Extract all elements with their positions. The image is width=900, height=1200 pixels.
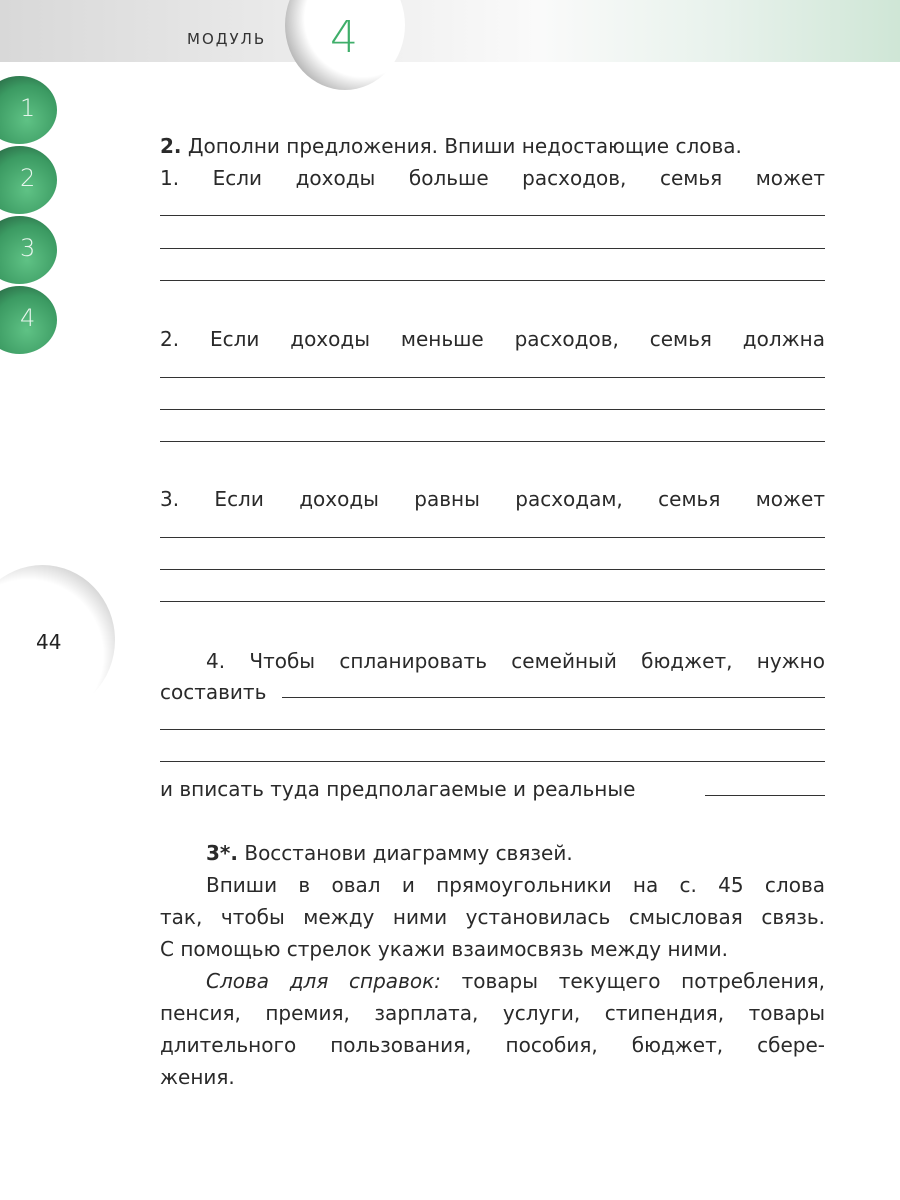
page-number: 44 (36, 630, 62, 654)
item-3: 3. Если доходы равны расходам, семья может (160, 487, 825, 511)
answer-line[interactable] (160, 409, 825, 410)
task-number: 2. (160, 134, 182, 158)
side-tab-4[interactable] (0, 286, 57, 354)
answer-line[interactable] (705, 795, 825, 796)
reference-line: пенсия, премия, зарплата, услуги, стипендия, товары (160, 1001, 825, 1025)
tab-label: 3 (20, 234, 36, 262)
tab-label: 1 (20, 94, 36, 122)
item-2: 2. Если доходы меньше расходов, семья должна (160, 327, 825, 351)
reference-words (160, 965, 825, 997)
task3-line: С помощью стрелок укажи взаимосвязь между ними. (160, 937, 728, 961)
reference-label: Слова для справок: (206, 969, 441, 993)
answer-line[interactable] (160, 537, 825, 538)
header-band (0, 0, 900, 62)
answer-line[interactable] (160, 377, 825, 378)
item-1: 1. Если доходы больше расходов, семья может (160, 166, 825, 190)
task3-line: Впиши в овал и прямоугольники на с. 45 слова (206, 873, 825, 897)
item-4-end: и вписать туда предполагаемые и реальные (160, 777, 636, 801)
answer-line[interactable] (160, 280, 825, 281)
item-4: 4. Чтобы спланировать семейный бюджет, нужно (206, 649, 825, 673)
side-tab-3[interactable] (0, 216, 57, 284)
item-4-cont: составить (160, 680, 267, 704)
task-number: 3*. (206, 841, 238, 865)
module-number: 4 (330, 12, 358, 63)
answer-line[interactable] (160, 601, 825, 602)
answer-line[interactable] (282, 697, 825, 698)
task3-line: так, чтобы между ними установилась смысловая связь. (160, 905, 825, 929)
answer-line[interactable] (160, 215, 825, 216)
module-label: МОДУЛЬ (187, 30, 267, 48)
task-title: Восстанови диаграмму связей. (244, 841, 573, 865)
side-tab-2[interactable] (0, 146, 57, 214)
answer-line[interactable] (160, 761, 825, 762)
task-title: Дополни предложения. Впиши недостающие слова. (187, 134, 742, 158)
reference-line: длительного пользования, пособия, бюджет, сбере- (160, 1033, 825, 1057)
side-tab-1[interactable] (0, 76, 57, 144)
tab-label: 4 (20, 304, 36, 332)
reference-line: товары текущего потребления, (461, 969, 825, 993)
tab-label: 2 (20, 164, 36, 192)
task3-heading (160, 837, 825, 869)
answer-line[interactable] (160, 729, 825, 730)
answer-line[interactable] (160, 248, 825, 249)
answer-line[interactable] (160, 569, 825, 570)
task2-heading (160, 130, 825, 162)
reference-line: жения. (160, 1065, 235, 1089)
answer-line[interactable] (160, 441, 825, 442)
